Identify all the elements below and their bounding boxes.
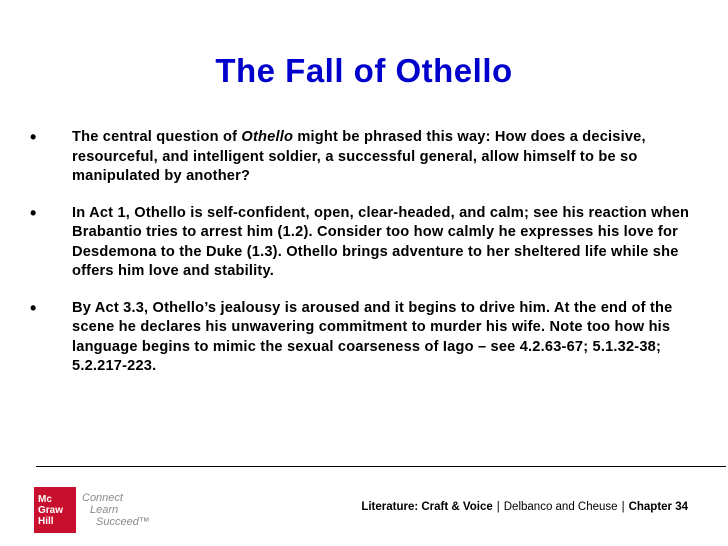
logo-line: Hill — [38, 515, 54, 527]
bullet-text-suffix: might be phrased this way: How does a decisive, resourceful, and intelligent soldier, a successful general, allow himself to be so manipulated by another? — [72, 129, 646, 184]
bullet-text: In Act 1, Othello is self-confident, open, clear-headed, and calm; see his reaction when Brabantio tries to arrest him (1.2). Consider too how calmly he expresses his love for Desdemona to the Duke (1.3). Othello brings adventure to her sheltered life while she offers him love and stability. — [72, 204, 690, 279]
publisher-logo — [34, 487, 150, 533]
tagline-line: Learn — [90, 504, 119, 516]
mcgraw-hill-logo-icon — [34, 487, 76, 533]
logo-tagline — [82, 492, 150, 528]
slide-footer — [361, 501, 688, 513]
footer-authors: Delbanco and Cheuse — [503, 501, 618, 513]
bullet-text-prefix: The central question of — [72, 129, 242, 145]
footer-chapter: Chapter 34 — [628, 501, 688, 513]
footer-divider — [36, 466, 726, 467]
bullet-item — [30, 299, 698, 377]
bullet-list — [30, 128, 698, 394]
footer-separator: | — [621, 501, 625, 513]
bullet-dot-icon: • — [30, 127, 37, 147]
slide-title: The Fall of Othello — [215, 52, 513, 89]
footer-book-title: Literature: Craft & Voice — [361, 501, 493, 513]
logo-line: Mc — [38, 493, 52, 505]
logo-line: Graw — [38, 504, 64, 516]
bullet-dot-icon: • — [30, 202, 37, 223]
bullet-text: By Act 3.3, Othello’s jealousy is aroused and it begins to drive him. At the end of the scene he declares his unwavering commitment to murder his wife. Note too how his language begins to mimic the sexual coarseness of Iago – see 4.2.63-67; 5.1.32-38; 5.2.217-223. — [72, 299, 673, 374]
bullet-item — [30, 128, 698, 187]
bullet-item — [30, 204, 698, 282]
footer-separator: | — [496, 501, 500, 513]
tagline-line: Succeed™ — [96, 516, 150, 528]
tagline-line: Connect — [82, 492, 123, 504]
bullet-text-italic: Othello — [241, 129, 294, 145]
bullet-dot-icon: • — [30, 297, 37, 318]
